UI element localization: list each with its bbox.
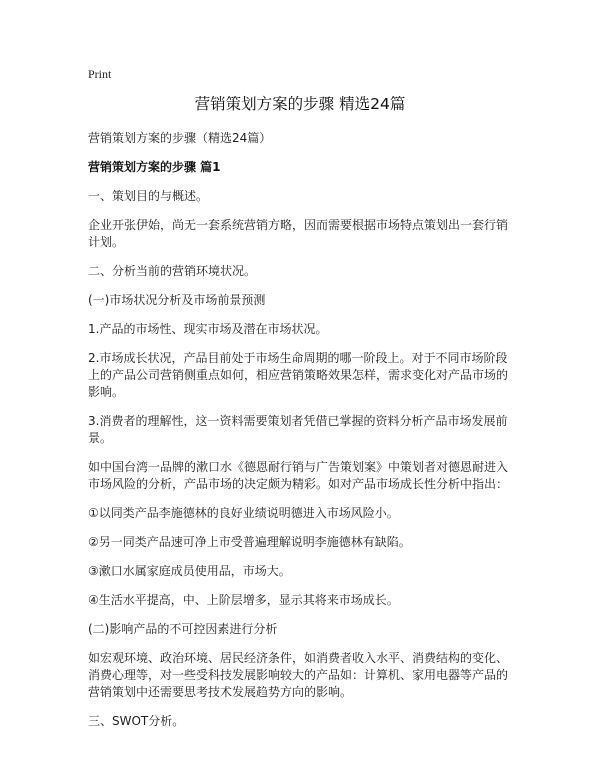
paragraph-14: 如宏观环境、政治环境、居民经济条件，如消费者收入水平、消费结构的变化、消费心理等，对一些受科技发展影响较大的产品如：计算机、家用电器等产品的营销策划中还需要思考技术发展趋势方向的影响。 bbox=[88, 651, 509, 699]
paragraph-8: 如中国台湾一品牌的漱口水《德恩耐行销与广告策划案》中策划者对德恩耐进入市场风险的分析，产品市场的决定颇为精彩。如对产品市场成长性分析中指出： bbox=[88, 460, 509, 491]
paragraph-5: 1.产品的市场性、现实市场及潜在市场状况。 bbox=[88, 322, 328, 336]
document-subtitle: 营销策划方案的步骤（精选24篇） bbox=[88, 131, 272, 145]
paragraph-7: 3.消费者的理解性，这一资料需要策划者凭借已掌握的资料分析产品市场发展前景。 bbox=[88, 414, 508, 445]
paragraph-15: 三、SWOT分析。 bbox=[88, 714, 185, 728]
paragraph-6: 2.市场成长状况，产品目前处于市场生命周期的哪一阶段上。对于不同市场阶段上的产品公司营销侧重点如何，相应营销策略效果怎样，需求变化对产品市场的影响。 bbox=[88, 351, 509, 399]
paragraph-12: ④生活水平提高，中、上阶层增多，显示其将来市场成长。 bbox=[88, 593, 399, 607]
paragraph-2: 企业开张伊始，尚无一套系统营销方略，因而需要根据市场特点策划出一套行销计划。 bbox=[88, 218, 509, 249]
print-label: Print bbox=[88, 67, 112, 81]
section-heading: 营销策划方案的步骤 篇1 bbox=[88, 160, 221, 174]
paragraph-4: (一)市场状况分析及市场前景预测 bbox=[88, 293, 266, 307]
paragraph-9: ①以同类产品李施德林的良好业绩说明德进入市场风险小。 bbox=[88, 506, 399, 520]
paragraph-3: 二、分析当前的营销环境状况。 bbox=[88, 264, 257, 278]
paragraph-11: ③漱口水属家庭成员使用品，市场大。 bbox=[88, 564, 291, 578]
paragraph-10: ②另一同类产品速可净上市受普遍理解说明李施德林有缺陷。 bbox=[88, 535, 411, 549]
paragraph-13: (二)影响产品的不可控因素进行分析 bbox=[88, 622, 278, 636]
document-title: 营销策划方案的步骤 精选24篇 bbox=[194, 95, 406, 113]
paragraph-1: 一、策划目的与概述。 bbox=[88, 189, 209, 203]
